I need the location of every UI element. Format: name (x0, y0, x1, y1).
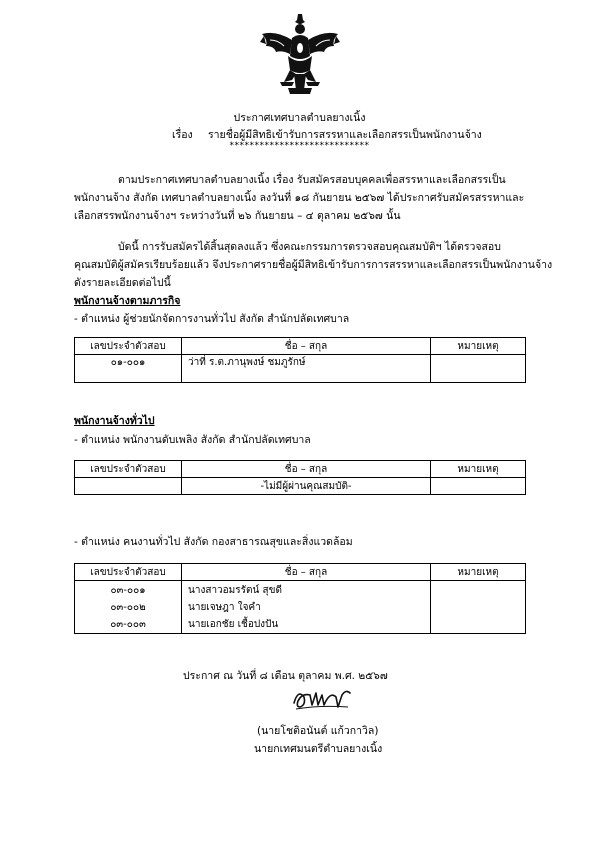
table-row-id: ๐๓-๐๐๓ (110, 619, 146, 630)
name-column (182, 581, 431, 634)
col-header-note: หมายเหตุ (431, 564, 526, 581)
table-row-name: นายเจษฎา ใจคำ (188, 602, 261, 613)
subject-label: เรื่อง (172, 129, 193, 141)
col-header-name: ชื่อ – สกุล (182, 338, 431, 355)
row-name: ว่าที่ ร.ต.ภานุพงษ์ ชมภูรักษ์ (182, 355, 431, 383)
table-row (75, 355, 526, 383)
col-header-note: หมายเหตุ (431, 461, 526, 478)
table-row-id: ๐๓-๐๐๑ (110, 585, 146, 596)
row-id: ๐๑-๐๐๑ (75, 355, 182, 383)
col-header-id: เลขประจำตัวสอบ (75, 338, 182, 355)
col-header-name: ชื่อ – สกุล (182, 564, 431, 581)
col-header-name: ชื่อ – สกุล (182, 461, 431, 478)
signer-name: (นายโชติอนันต์ แก้วกาวิล) (257, 725, 379, 737)
section1-position: - ตำแหน่ง ผู้ช่วยนักจัดการงานทั่วไป สังกัด สำนักปลัดเทศบาล (74, 313, 350, 325)
row-note (431, 355, 526, 383)
col-header-id: เลขประจำตัวสอบ (75, 461, 182, 478)
row-note (431, 478, 526, 495)
no-qualified-text: -ไม่มีผู้ผ่านคุณสมบัติ- (182, 478, 431, 495)
section1-table (74, 337, 526, 383)
row-id (75, 478, 182, 495)
section3-table (74, 563, 526, 634)
para2-line2: คุณสมบัติผู้สมัครเรียบร้อยแล้ว จึงประกาศรายชื่อผู้มีสิทธิเข้ารับการการสรรหาและเลือกสรรเป็นพนักงานจ้าง (74, 259, 553, 271)
announce-date: ประกาศ ณ วันที่ ๘ เดือน ตุลาคม พ.ศ. ๒๕๖๗ (183, 670, 388, 682)
star-divider: **************************** (229, 141, 370, 151)
para2-line1: บัดนี้ การรับสมัครได้สิ้นสุดลงแล้ว ซึ่งคณะกรรมการตรวจสอบคุณสมบัติฯ ได้ตรวจสอบ (118, 241, 501, 253)
document-title: ประกาศเทศบาลตำบลยางเนิ้ง (233, 112, 366, 124)
table-row-name: นางสาวอมรรัตน์ สุขดี (188, 585, 282, 596)
section2-heading: พนักงานจ้างทั่วไป (74, 415, 155, 427)
table-row (75, 478, 526, 495)
table-row-name: นายเอกชัย เชื้อปงปัน (188, 619, 279, 630)
section2-position: - ตำแหน่ง พนักงานดับเพลิง สังกัด สำนักปลัดเทศบาล (74, 434, 311, 446)
signature-icon (290, 683, 354, 715)
signer-title: นายกเทศมนตรีตำบลยางเนิ้ง (254, 743, 383, 755)
para2-line3: ดังรายละเอียดต่อไปนี้ (74, 277, 171, 289)
para1-line1: ตามประกาศเทศบาลตำบลยางเนิ้ง เรื่อง รับสมัครสอบบุคคลเพื่อสรรหาและเลือกสรรเป็น (118, 174, 506, 186)
col-header-note: หมายเหตุ (431, 338, 526, 355)
table-row-id: ๐๓-๐๐๒ (110, 602, 146, 613)
garuda-emblem-icon (258, 12, 342, 96)
section1-heading: พนักงานจ้างตามภารกิจ (74, 295, 181, 307)
section2-table (74, 460, 526, 495)
section3-position: - ตำแหน่ง คนงานทั่วไป สังกัด กองสาธารณสุขและสิ่งแวดล้อม (74, 536, 353, 548)
para1-line2: พนักงานจ้าง สังกัด เทศบาลตำบลยางเนิ้ง ลงวันที่ ๑๘ กันยายน ๒๕๖๗ ได้ประกาศรับสมัครสรรหาและ (74, 192, 525, 204)
id-column (75, 581, 182, 634)
para1-line3: เลือกสรรพนักงานจ้างฯ ระหว่างวันที่ ๒๖ กันยายน – ๔ ตุลาคม ๒๕๖๗ นั้น (74, 210, 401, 222)
note-column (431, 581, 526, 634)
subject-text: รายชื่อผู้มีสิทธิเข้ารับการสรรหาและเลือกสรรเป็นพนักงานจ้าง (208, 129, 482, 141)
col-header-id: เลขประจำตัวสอบ (75, 564, 182, 581)
